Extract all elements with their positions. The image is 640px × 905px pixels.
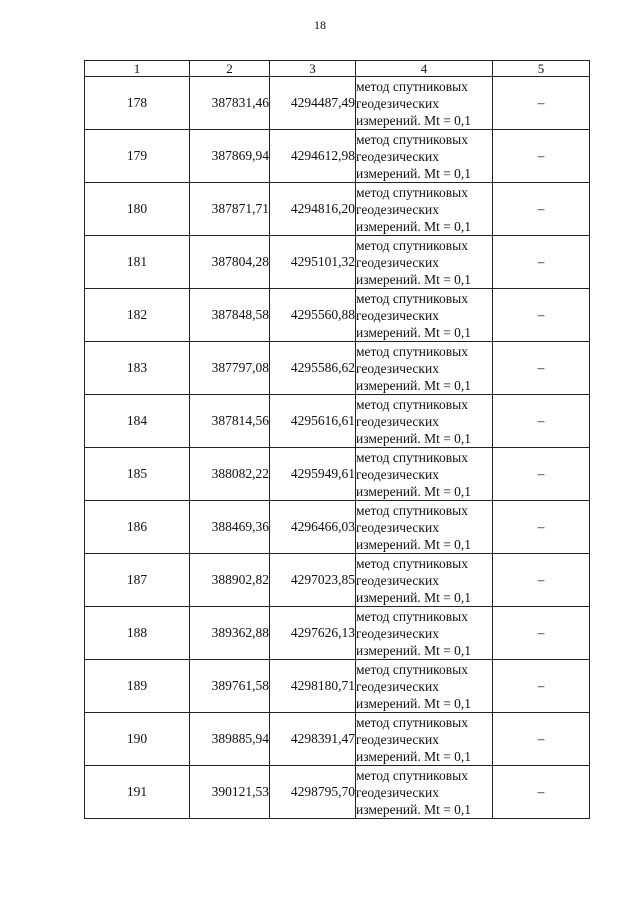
note-cell: – [493,289,590,342]
y-coordinate-cell: 4298391,47 [270,713,356,766]
method-line: геодезических [356,678,439,694]
method-line: геодезических [356,148,439,164]
x-coordinate-cell: 387804,28 [190,236,270,289]
method-line: измерений. Mt = 0,1 [356,748,472,764]
method-cell [356,713,493,766]
method-line: геодезических [356,254,439,270]
method-line: измерений. Mt = 0,1 [356,801,472,817]
method-cell [356,766,493,819]
method-line: метод спутниковых [356,767,468,783]
table-row [85,766,590,819]
note-cell: – [493,183,590,236]
method-line: геодезических [356,572,439,588]
note-cell: – [493,766,590,819]
table-row [85,77,590,130]
note-cell: – [493,77,590,130]
method-line: измерений. Mt = 0,1 [356,377,472,393]
point-number-cell: 184 [85,395,190,448]
method-line: геодезических [356,519,439,535]
x-coordinate-cell: 388902,82 [190,554,270,607]
note-cell: – [493,395,590,448]
point-number-cell: 183 [85,342,190,395]
method-cell [356,554,493,607]
note-cell: – [493,607,590,660]
method-cell [356,448,493,501]
method-line: измерений. Mt = 0,1 [356,271,472,287]
method-line: измерений. Mt = 0,1 [356,165,472,181]
y-coordinate-cell: 4298180,71 [270,660,356,713]
point-number-cell: 182 [85,289,190,342]
method-line: метод спутниковых [356,555,468,571]
point-number-cell: 191 [85,766,190,819]
y-coordinate-cell: 4297023,85 [270,554,356,607]
table-row [85,289,590,342]
method-line: метод спутниковых [356,502,468,518]
method-line: геодезических [356,95,439,111]
column-header-5: 5 [493,61,590,77]
y-coordinate-cell: 4295586,62 [270,342,356,395]
method-line: измерений. Mt = 0,1 [356,112,472,128]
method-line: метод спутниковых [356,608,468,624]
method-line: измерений. Mt = 0,1 [356,642,472,658]
method-line: метод спутниковых [356,184,468,200]
table-header-row [85,61,590,77]
coordinates-table [84,60,590,819]
y-coordinate-cell: 4295560,88 [270,289,356,342]
table-row [85,236,590,289]
x-coordinate-cell: 387869,94 [190,130,270,183]
method-line: измерений. Mt = 0,1 [356,483,472,499]
x-coordinate-cell: 388082,22 [190,448,270,501]
table-row [85,395,590,448]
method-cell [356,660,493,713]
method-line: измерений. Mt = 0,1 [356,695,472,711]
page-number: 18 [314,18,326,32]
table-row [85,607,590,660]
x-coordinate-cell: 389761,58 [190,660,270,713]
method-line: геодезических [356,625,439,641]
method-line: геодезических [356,731,439,747]
method-line: измерений. Mt = 0,1 [356,589,472,605]
y-coordinate-cell: 4296466,03 [270,501,356,554]
method-line: геодезических [356,307,439,323]
point-number-cell: 180 [85,183,190,236]
x-coordinate-cell: 389362,88 [190,607,270,660]
method-line: измерений. Mt = 0,1 [356,218,472,234]
method-line: метод спутниковых [356,131,468,147]
point-number-cell: 188 [85,607,190,660]
note-cell: – [493,660,590,713]
x-coordinate-cell: 389885,94 [190,713,270,766]
y-coordinate-cell: 4294612,98 [270,130,356,183]
y-coordinate-cell: 4298795,70 [270,766,356,819]
column-header-4: 4 [356,61,493,77]
point-number-cell: 178 [85,77,190,130]
point-number-cell: 190 [85,713,190,766]
point-number-cell: 187 [85,554,190,607]
point-number-cell: 185 [85,448,190,501]
y-coordinate-cell: 4294816,20 [270,183,356,236]
note-cell: – [493,236,590,289]
x-coordinate-cell: 387814,56 [190,395,270,448]
column-header-2: 2 [190,61,270,77]
table-row [85,448,590,501]
note-cell: – [493,130,590,183]
y-coordinate-cell: 4295616,61 [270,395,356,448]
note-cell: – [493,448,590,501]
x-coordinate-cell: 390121,53 [190,766,270,819]
table-row [85,660,590,713]
method-cell [356,130,493,183]
note-cell: – [493,554,590,607]
y-coordinate-cell: 4295101,32 [270,236,356,289]
y-coordinate-cell: 4295949,61 [270,448,356,501]
method-cell [356,77,493,130]
point-number-cell: 189 [85,660,190,713]
table-row [85,342,590,395]
x-coordinate-cell: 387848,58 [190,289,270,342]
method-line: метод спутниковых [356,78,468,94]
x-coordinate-cell: 387831,46 [190,77,270,130]
x-coordinate-cell: 387797,08 [190,342,270,395]
method-line: измерений. Mt = 0,1 [356,430,472,446]
note-cell: – [493,342,590,395]
column-header-3: 3 [270,61,356,77]
x-coordinate-cell: 388469,36 [190,501,270,554]
y-coordinate-cell: 4294487,49 [270,77,356,130]
method-line: метод спутниковых [356,343,468,359]
note-cell: – [493,501,590,554]
table-row [85,501,590,554]
method-line: измерений. Mt = 0,1 [356,536,472,552]
y-coordinate-cell: 4297626,13 [270,607,356,660]
point-number-cell: 181 [85,236,190,289]
method-line: метод спутниковых [356,396,468,412]
method-line: геодезических [356,360,439,376]
table-row [85,183,590,236]
method-cell [356,501,493,554]
table-body [85,77,590,819]
method-cell [356,289,493,342]
method-line: метод спутниковых [356,714,468,730]
table-row [85,130,590,183]
table-row [85,713,590,766]
method-line: геодезических [356,201,439,217]
table-row [85,554,590,607]
method-line: геодезических [356,466,439,482]
method-line: метод спутниковых [356,449,468,465]
method-line: метод спутниковых [356,661,468,677]
method-line: геодезических [356,413,439,429]
point-number-cell: 186 [85,501,190,554]
method-cell [356,236,493,289]
method-cell [356,183,493,236]
method-line: метод спутниковых [356,237,468,253]
method-cell [356,607,493,660]
method-cell [356,342,493,395]
method-line: измерений. Mt = 0,1 [356,324,472,340]
note-cell: – [493,713,590,766]
method-cell [356,395,493,448]
column-header-1: 1 [85,61,190,77]
method-line: метод спутниковых [356,290,468,306]
x-coordinate-cell: 387871,71 [190,183,270,236]
point-number-cell: 179 [85,130,190,183]
method-line: геодезических [356,784,439,800]
